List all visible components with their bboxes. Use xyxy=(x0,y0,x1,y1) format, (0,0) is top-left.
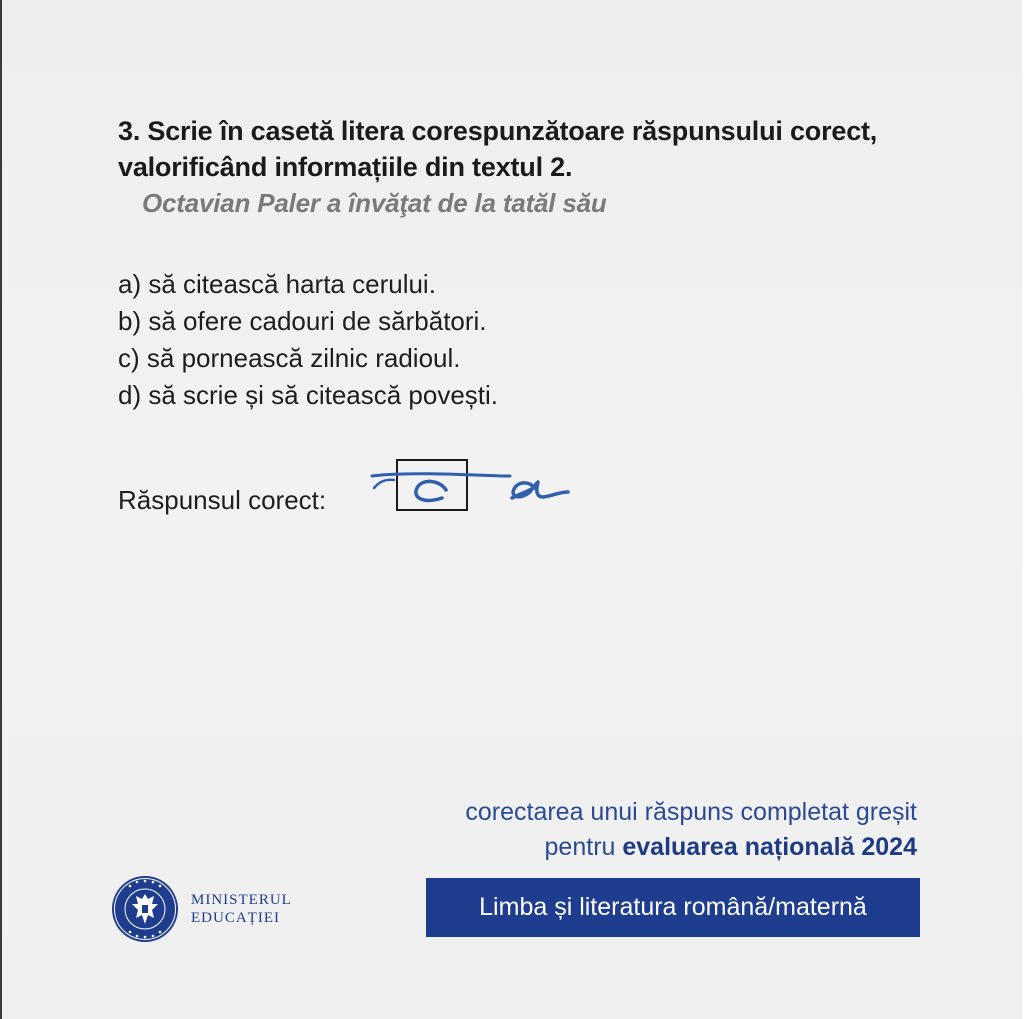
corrected-letter-a xyxy=(512,482,568,498)
ministry-name xyxy=(191,891,292,927)
question-heading: 3. Scrie în casetă litera corespunzătoare răspunsului corect, valorificând informațiile din textul 2. xyxy=(118,116,878,182)
handwritten-correction xyxy=(362,448,592,523)
strike-through-line xyxy=(372,474,510,476)
caption-prefix: pentru xyxy=(544,833,616,861)
option-a: a) să citească harta cerului. xyxy=(118,269,436,299)
option-d: d) să scrie și să citească povești. xyxy=(118,380,499,410)
strike-lead-in-stroke xyxy=(374,480,394,488)
option-c: c) să pornească zilnic radioul. xyxy=(118,343,461,373)
question-subtitle: Octavian Paler a învăţat de la tatăl său xyxy=(142,188,607,218)
government-seal-icon xyxy=(110,874,180,944)
caption-line-1: corectarea unui răspuns completat greșit xyxy=(465,798,917,826)
ministry-line-2: EDUCAȚIEI xyxy=(191,910,280,926)
answer-options-list xyxy=(118,266,498,414)
subject-label: Limba și literatura română/maternă xyxy=(479,893,867,921)
option-b: b) să ofere cadouri de sărbători. xyxy=(118,306,487,336)
crossed-out-letter-c xyxy=(416,481,446,500)
answer-label: Răspunsul corect: xyxy=(118,485,327,515)
caption-line-2 xyxy=(465,830,917,865)
caption-bold: evaluarea națională 2024 xyxy=(622,833,917,861)
footer-caption xyxy=(465,795,917,865)
ministry-line-1: MINISTERUL xyxy=(191,892,292,908)
subject-banner xyxy=(426,878,920,937)
